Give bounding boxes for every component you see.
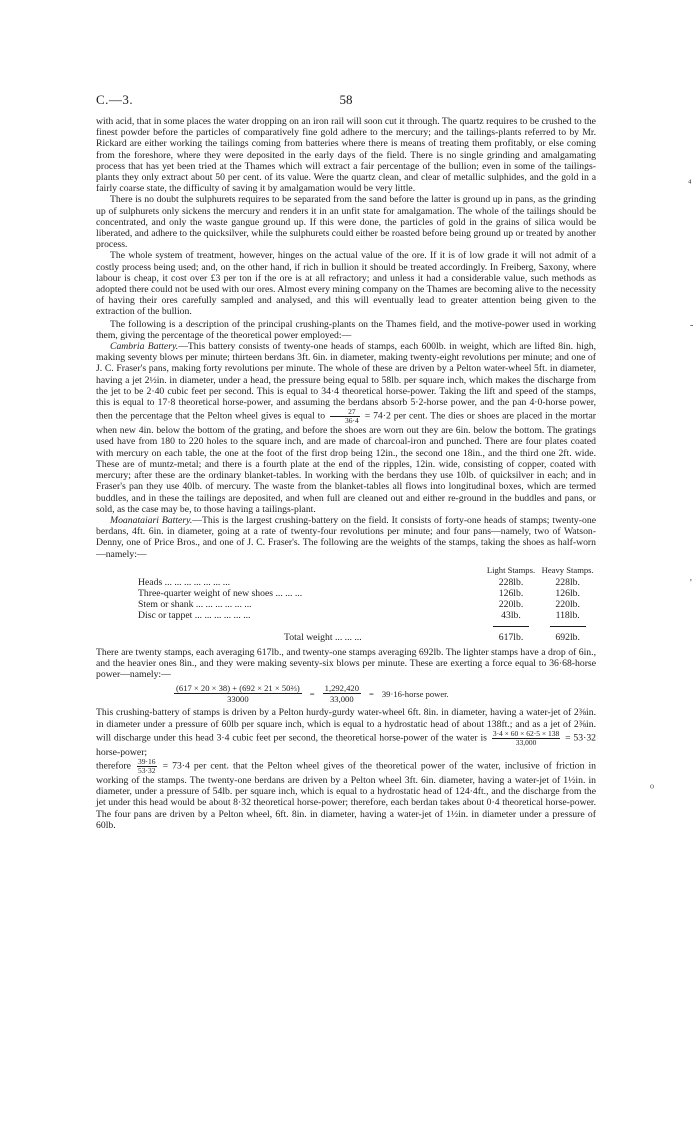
formula-result: [323, 683, 361, 704]
moanataiari-text: —This is the largest crushing-battery on the field. It consists of forty-one heads of stamps; twenty-one berdans, 4ft. 6in. in diameter, going at a rate of twenty-four revolutions per minute; and four pans—namely, two of Watson-Denny, one of Price Bros., and one of J. C. Fraser's. The following are the weights of the stamps, taking the shoes as half-worn—namely:—: [96, 514, 596, 560]
formula-expr-num: (617 × 20 × 38) + (692 × 21 × 50⅔): [176, 683, 300, 694]
formula-expression: [174, 683, 302, 704]
row-dots: ... ... ...: [275, 587, 303, 599]
total-rule: [493, 626, 529, 629]
formula-answer: 39·16-horse power.: [381, 688, 449, 699]
col-heavy-stamps: Heavy Stamps.: [541, 564, 594, 575]
cell-light: 43lb.: [501, 609, 521, 621]
cambria-fraction-num: 27: [330, 408, 360, 417]
total-rule: [550, 626, 586, 629]
water-hp-fraction: [492, 730, 560, 747]
total-heavy: 692lb.: [555, 631, 580, 643]
page-header: [96, 92, 596, 116]
cell-light: 126lb.: [498, 587, 524, 599]
row-dots: ... ... ... ... ... ...: [194, 609, 251, 621]
formula-result-den: 33,000: [330, 694, 354, 705]
paragraph-cambria-battery: [96, 341, 596, 515]
total-label: Total weight: [284, 631, 333, 643]
paragraph-moanataiari-battery: [96, 515, 596, 560]
cell-heavy: 220lb.: [555, 598, 580, 610]
cambria-fraction: [330, 408, 360, 425]
cell-heavy: 118lb.: [555, 609, 580, 621]
document-page: [96, 92, 596, 831]
water-hp-num: 3·4 × 60 × 62·5 × 138: [492, 728, 560, 738]
formula-equals: =: [309, 688, 315, 699]
row-dots: ... ... ... ... ... ...: [195, 598, 252, 610]
margin-mark: ⁴: [688, 178, 692, 189]
row-dots: ... ... ... ... ... ... ...: [164, 576, 231, 588]
cell-heavy: 126lb.: [555, 587, 580, 599]
cell-light: 220lb.: [498, 598, 524, 610]
pelton-fraction: [137, 758, 157, 775]
pelton-text: = 73·4 per cent. that the Pelton wheel gives of the theoretical power of the water, inclusive of friction in working of the stamps. The twenty-one berdans are driven by a Pelton wheel 3ft. 6in. diameter, having a water-jet of 1½in. in diameter, under a pressure of 54lb. per square inch, which is equal to a hydrostatic head of 124·4ft., and the discharge from the jet under this head would be about 8·32 theoretical horse-power; therefore, each berdan takes about 0·4 theoretical horse-power. The four pans are driven by a Pelton wheel, 6ft. 8in. in diameter, having a water-jet of 1½in. in diameter under a pressure of 60lb.: [96, 760, 597, 831]
total-dots: ... ... ...: [334, 631, 362, 643]
paragraph-stamps-force: There are twenty stamps, each averaging 617lb., and twenty-one stamps averaging 692lb. The lighter stamps have a drop of 6in., and the heavier ones 8in., and they were making seventy-six blows per minute. These are exerting a force equal to 36·68-horse power—namely:—: [96, 646, 596, 681]
table-total-row: [138, 632, 596, 643]
row-label: Disc or tappet: [138, 609, 193, 621]
horse-power-formula: [174, 683, 596, 704]
table-row: [138, 599, 596, 610]
paragraph-quartz: with acid, that in some places the water dropping on an iron rail will soon cut it through. The quartz requires to be crushed to the finest powder before the particles of comparatively fine gold adhere to the mercury; and the tailings-plants referred to by Mr. Rickard are either working the tailings coming from batteries where there is means of treating them profitably, or else coming from the foreshore, where they were deposited in the early days of the field. There is no single grinding and amalgamating process that has yet been tried at the Thames which will extract a fair percentage of the bullion; even in some of the tailings-plants they only extract about 50 per cent. of its value. Were the quartz clean, and clear of metallic sulphides, and the gold in a fairly coarse state, the difficulty of saving it by amalgamation would be very little.: [96, 116, 596, 195]
stamp-weights-table: [138, 564, 596, 643]
document-reference: C.—3.: [96, 92, 134, 107]
therefore-word: therefore: [96, 760, 131, 772]
moanataiari-title: Moanataiari Battery.: [110, 514, 193, 526]
formula-expr-den: 33000: [227, 694, 249, 705]
table-header-row: [138, 564, 596, 577]
paragraph-treatment: The whole system of treatment, however, hinges on the actual value of the ore. If it is of low grade it will not admit of a costly process being used; and, on the other hand, if rich in bullion it should be treated accordingly. In Freiberg, Saxony, where labour is cheap, it cost over £3 per ton if the ore is at all refractory; and unless it had a considerable value, such methods as adopted there could not be used with our ores. Almost every mining company on the Thames are becoming alive to the necessity of having their ores carefully sampled and analysed, and this will eventually lead to greater attention being given to the extraction of the bullion.: [96, 250, 596, 318]
hurdy-text-a: This crushing-battery of stamps is driven by a Pelton hurdy-gurdy water-wheel 6ft. 8in. in diameter, having a water-jet of 2⅜in. in diameter under a pressure of 60lb per square inch, which is equal to a hydrostatic head of about 138ft.; and as a jet of 2⅜in. will discharge under this head 3·4 cubic feet per second, the theoretical horse-power of the water is: [96, 707, 596, 744]
paragraph-pelton-percentage: [96, 758, 596, 831]
cambria-fraction-den: 36·4: [345, 416, 359, 426]
paragraph-sulphurets: There is no doubt the sulphurets requires to be separated from the sand before the latter is ground up in pans, as the grinding up of sulphurets only sickens the mercury and renders it in an unfit state for amalgamation. The whole of the tailings should be concentrated, and only the waste gangue ground up. If this were done, the particles of gold in the grains of silica would be liberated, and adhere to the quicksilver, while the sulphurets could either be roasted before being ground up or treated by another process.: [96, 194, 596, 251]
water-hp-den: 33,000: [515, 737, 537, 747]
table-row: [138, 610, 596, 621]
row-label: Three-quarter weight of new shoes: [138, 587, 274, 599]
margin-mark: ': [690, 578, 692, 589]
cell-heavy: 228lb.: [555, 576, 580, 588]
margin-mark: ⁰: [650, 784, 655, 795]
col-light-stamps: Light Stamps.: [486, 564, 536, 575]
cambria-text-a: —This battery consists of twenty-one heads of stamps, each 600lb. in weight, which are lifted 8in. high, making seventy blows per minute; thirteen berdans 3ft. 6in. in diameter, making twenty-eight revolutions per minute; and one of J. C. Fraser's pans, making forty revolutions per minute. The whole of these are driven by a Pelton water-wheel 5ft. in diameter, having a jet 2½in. in diameter, under a head, the pressure being equal to 58lb. per square inch, which makes the discharge from the jet to be 2·40 cubic feet per second. This is equal to 34·4 theoretical horse-power. Taking the lift and speed of the stamps, this is equal to 17·8 theoretical horse-power, and assuming the berdans absorb 5·2-horse power, and the pan 4·0-horse power, then the percentage that the Pelton wheel gives is equal to: [96, 341, 596, 422]
table-row: [138, 577, 596, 588]
total-light: 617lb.: [498, 631, 524, 643]
paragraph-plants-intro: The following is a description of the principal crushing-plants on the Thames field, and the motive-power used in working them, giving the percentage of the theoretical power employed:—: [96, 318, 596, 341]
row-label: Stem or shank: [138, 598, 194, 610]
formula-result-num: 1,292,420: [324, 683, 360, 694]
page-number: 58: [339, 92, 353, 107]
margin-mark: -: [690, 320, 694, 331]
hurdy-text-b: = 53·32 horse-power;: [96, 732, 597, 758]
pelton-fraction-den: 53·32: [138, 765, 156, 775]
paragraph-hurdy-gurdy: [96, 707, 596, 758]
cell-light: 228lb.: [498, 576, 524, 588]
formula-equals: =: [369, 688, 374, 699]
cambria-text-b: = 74·2 per cent. The dies or shoes are placed in the mortar when new 4in. below the bottom of the grating, and before the shoes are worn out they are 6in. below the bottom. The gratings used have from 180 to 220 holes to the square inch, and are made of charcoal-iron and punched. There are four plates coated with mercury on each table, the one at the foot of the first drop being 12in., the second one 18in., and the third one 2ft. wide. These are of muntz-metal; and there is a fourth plate at the end of the ripples, 12in. wide, consisting of copper, coated with mercury; after these are the ordinary blanket-tables. In working with the berdans they use 10lb. of quicksilver in each; and in Fraser's pan they use 40lb. of mercury. The waste from the blanket-tables all flows into longitudinal boxes, which are termed buddles, and in these the tailings are deposited, and when full are cleaned out and either re-ground in the buddles and pans, or sold, as the case may be, to those having a tailings-plant.: [96, 411, 597, 515]
row-label: Heads: [138, 576, 163, 588]
cambria-title: Cambria Battery.: [110, 341, 179, 353]
table-row: [138, 588, 596, 599]
pelton-fraction-num: 39·16: [138, 756, 156, 766]
table-rule-row: [138, 621, 596, 632]
